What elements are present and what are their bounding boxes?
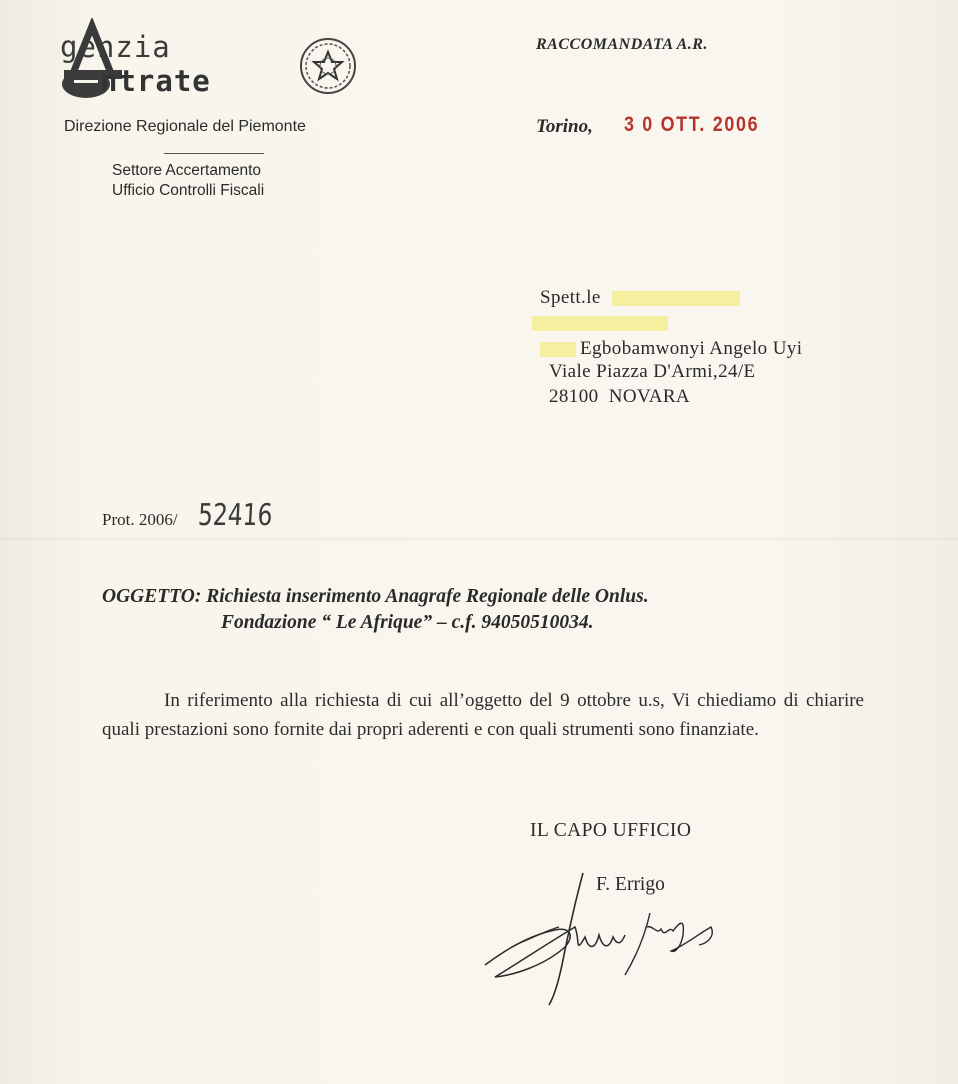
subject-line-1 bbox=[102, 586, 649, 608]
signatory-name: F. Errigo bbox=[596, 874, 665, 895]
logo-text-line2: ntrate bbox=[100, 64, 211, 98]
recipient-street: Viale Piazza D'Armi,24/E bbox=[549, 361, 756, 382]
body-text: In riferimento alla richiesta di cui all’oggetto del 9 ottobre u.s, Vi chiediamo di chiarire quali prestazioni sono fornite dai propri aderenti e con quali strumenti sono finanziate. bbox=[102, 690, 864, 740]
subject-label: OGGETTO bbox=[102, 586, 195, 607]
direzione-regionale: Direzione Regionale del Piemonte bbox=[64, 118, 306, 135]
subject-line-2: Fondazione “ Le Afrique” – c.f. 94050510034. bbox=[221, 612, 594, 633]
place-of-issue: Torino, bbox=[536, 116, 593, 137]
body-paragraph bbox=[102, 686, 864, 744]
redaction-highlight bbox=[612, 291, 740, 306]
recipient-city: 28100 NOVARA bbox=[549, 386, 691, 407]
protocol-handwritten-number: 52416 bbox=[197, 498, 274, 533]
subject-text-1: Richiesta inserimento Anagrafe Regionale delle Onlus. bbox=[206, 586, 649, 607]
delivery-method: RACCOMANDATA A.R. bbox=[536, 36, 708, 53]
recipient-name: Egbobamwonyi Angelo Uyi bbox=[580, 338, 803, 359]
redaction-highlight bbox=[532, 316, 668, 331]
protocol-label: Prot. 2006/ bbox=[102, 510, 178, 529]
ufficio-line: Ufficio Controlli Fiscali bbox=[112, 182, 265, 199]
logo-text-line1: genzia bbox=[60, 30, 171, 64]
redaction-highlight bbox=[540, 342, 576, 357]
settore-ufficio bbox=[112, 161, 264, 201]
paper-fold-line bbox=[0, 538, 958, 541]
italian-republic-emblem-icon bbox=[301, 39, 355, 93]
settore-line: Settore Accertamento bbox=[112, 162, 262, 179]
recipient-name-line bbox=[540, 338, 802, 360]
recipient-salutation-line bbox=[540, 287, 740, 309]
divider bbox=[164, 153, 264, 154]
signatory-title: IL CAPO UFFICIO bbox=[530, 820, 692, 841]
subject-separator: : bbox=[194, 586, 202, 607]
salutation: Spett.le bbox=[540, 287, 601, 308]
handwritten-signature-icon bbox=[475, 865, 735, 1015]
date-stamp: 3 0 OTT. 2006 bbox=[624, 113, 760, 136]
